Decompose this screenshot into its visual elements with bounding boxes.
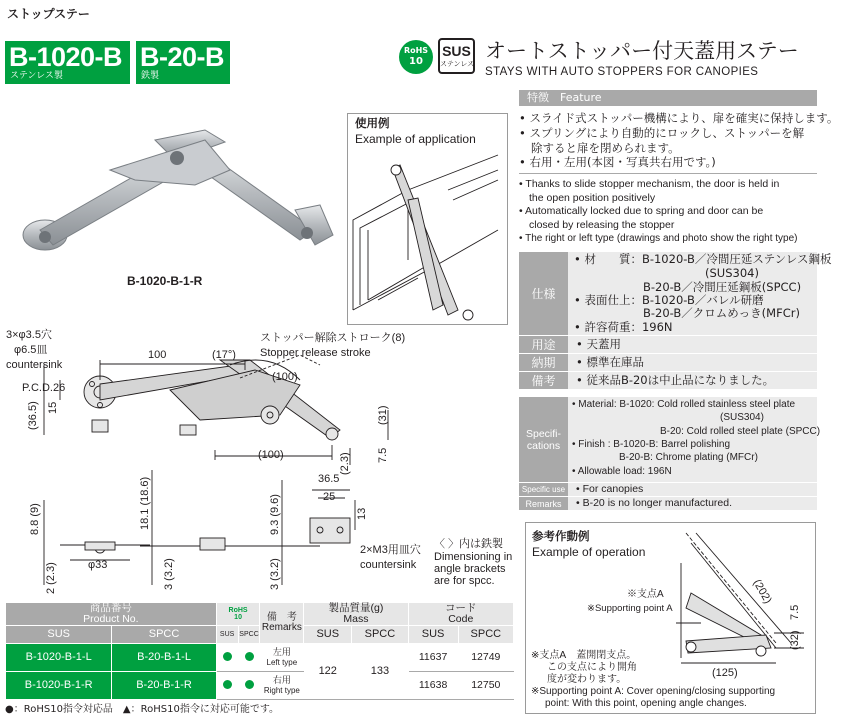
spec-material-en-2: (SUS304) [720,412,764,423]
spec-label-en-2: cations [526,439,561,452]
dim-15: 15 [47,401,59,414]
rohs-dot-icon [223,680,232,689]
cell-spcc-r: B-20-B-1-R [112,672,216,700]
dim-2-3a: (2.3) [339,452,351,475]
photo-caption: B-1020-B-1-R [127,274,203,288]
feature-jp-2: • スプリングにより自動的にロックし、ストッパーを解 [519,126,805,140]
spec-material-jp-3: B-20-B／冷間圧延鋼板(SPCC) [643,280,802,294]
remarks-l-en: Left type [266,657,298,667]
op-note-jp-2: この支点により開角 [547,662,637,673]
spec-label-remarks: 備考 [519,372,568,389]
dim-release-jp: ストッパー解除ストローク(8) [260,332,406,344]
th-mass [304,603,408,626]
spec-remarks-en: • B-20 is no longer manufactured. [568,497,817,510]
application-drawing [348,150,507,324]
feature-bar: 特徴 Feature [519,90,817,106]
dim-3-2a: 3 (3.2) [163,558,175,590]
op-dim-7-5: 7.5 [789,604,801,620]
dim-countersink-en: countersink [6,359,63,371]
th-product [6,603,217,626]
th-rohs-bottom: 10 [234,614,242,622]
product-code-2: B-20-B [140,42,225,72]
th-remarks-jp: 備 考 [266,611,297,623]
spec-finish-jp-1: • 表面仕上：B-1020-B／バレル研磨 [574,293,764,307]
dim-36-5b: 36.5 [318,473,340,485]
op-note-en-1: ※Supporting point A: Cover opening/closing supporting [531,686,776,697]
th-remarks [260,603,304,644]
spec-material-en-1: • Material: B-1020: Cold rolled stainless steel plate [572,399,796,410]
operation-title-en: Example of operation [532,545,646,559]
sus-badge-top: SUS [442,43,471,59]
feature-jp-3: 除すると扉を閉められます。 [531,141,680,155]
rohs-badge-bottom: 10 [409,56,423,67]
application-title-en: Example of application [355,132,476,146]
op-dim-32: (32) [789,630,801,650]
rohs-dot-icon [223,652,232,661]
th-mass-sus: SUS [304,626,352,644]
spec-label-shiyo: 仕様 [519,252,568,335]
dim-m3-jp: 2×M3用皿穴 [360,544,421,556]
spec-finish-en-1: • Finish : B-1020-B: Barrel polishing [572,439,731,450]
table-row [6,644,514,672]
note-spcc-en-3: are for spcc. [434,575,495,587]
th-sus: SUS [6,626,112,644]
spec-label-use: 用途 [519,336,568,353]
spec-remarks-jp: • 従来品B-20は中止品になりました。 [568,372,817,389]
dim-3-2b: 3 (3.2) [269,558,281,590]
dim-36-5: (36.5) [27,401,39,430]
th-product-en: Product No. [83,613,139,626]
spec-label-en-1: Specifi- [525,427,561,440]
cell-remarks-l [260,644,304,672]
spec-label-remarks-en: Remarks [519,497,568,510]
feature-en-3: • Automatically locked due to spring and door can be [519,205,764,217]
product-code-2-material: 鉄製 [141,71,160,81]
feature-en-1: • Thanks to slide stopper mechanism, the door is held in [519,178,780,190]
dim-100a: (100) [272,371,298,383]
product-code-1-material: ステンレス製 [10,71,63,81]
cell-sus-l: B-1020-B-1-L [6,644,112,672]
remarks-r-jp: 右用 [272,675,291,686]
sus-badge-icon [438,38,475,74]
product-code-box-2 [136,41,230,84]
th-rohs-top: RoHS [228,606,248,614]
remarks-l-jp: 左用 [272,647,291,658]
sus-badge-bottom: ステンレス [440,60,475,68]
cell-spcc-l: B-20-B-1-L [112,644,216,672]
spec-load-jp: • 許容荷重：196N [574,320,673,334]
feature-en-4: closed by releasing the stopper [529,219,675,231]
page-title-en: STAYS WITH AUTO STOPPERS FOR CANOPIES [485,66,759,78]
cell-remarks-r [260,672,304,700]
spec-use-jp: • 天蓋用 [568,336,817,353]
spec-label-use-en: Specific use [519,483,568,496]
th-code-sus: SUS [408,626,458,644]
th-mass-spcc: SPCC [352,626,408,644]
cell-code-spcc-r: 12750 [458,672,513,700]
op-dim-125: (125) [712,667,738,679]
feature-divider [519,173,817,174]
feature-jp-4: • 右用・左用(本図・写真共右用です。) [519,155,716,169]
spec-delivery-jp: • 標準在庫品 [568,354,817,371]
spec-material-jp-1: • 材 質：B-1020-B／冷間圧延ステンレス鋼板 [574,252,832,266]
operation-title-jp: 参考作動例 [532,529,590,543]
cell-code-sus-l: 11637 [408,644,458,672]
th-rohs [216,603,260,626]
cell-sus-r: B-1020-B-1-R [6,672,112,700]
op-note-jp-1: ※支点A 蓋開閉支点。 [531,650,637,661]
dim-9-3: 9.3 (9.6) [269,494,281,535]
product-photo [15,120,345,270]
dim-31: (31) [377,405,389,425]
op-support-jp: ※支点A [627,589,664,600]
product-code-1: B-1020-B [9,42,123,72]
dim-8-8: 8.8 (9) [29,503,41,535]
spec-body-jp [568,252,832,335]
spec-use-en: • For canopies [568,483,817,496]
th-rohs-sus: SUS [216,626,238,644]
rohs-badge-icon [399,40,433,74]
cell-code-sus-r: 11638 [408,672,458,700]
op-support-en: ※Supporting point A [587,603,673,614]
cell-rohs-sus-l [216,644,238,672]
table-row [6,672,514,700]
spec-finish-en-2: B-20-B: Chrome plating (MFCr) [619,452,758,463]
dim-holes-jp: 3×φ3.5穴 [6,329,52,341]
rohs-dot-icon [245,652,254,661]
spec-load-en: • Allowable load: 196N [572,466,672,477]
spec-label-en [519,397,568,482]
th-rohs-spcc: SPCC [238,626,260,644]
cell-mass-spcc: 133 [352,644,408,700]
th-spcc: SPCC [112,626,216,644]
feature-jp-1: • スライド式ストッパー機構により、扉を確実に保持します。 [519,111,839,125]
spec-body-en [568,397,821,482]
th-mass-jp: 製品質量(g) [328,602,384,614]
th-code-en: Code [448,613,474,626]
dim-2-3b: 2 (2.3) [45,562,57,594]
dim-release-en: Stopper release stroke [260,347,371,359]
rohs-dot-icon [245,680,254,689]
dim-pcd: P.C.D.26 [22,382,66,394]
note-spcc-en-1: Dimensioning in [434,551,513,563]
th-code-jp: コード [445,602,477,614]
dim-countersink-dia: φ6.5皿 [14,344,48,356]
feature-en-5: • The right or left type (drawings and photo show the right type) [519,233,798,244]
spec-material-jp-2: (SUS304) [705,266,759,280]
dim-13: 13 [356,507,368,520]
dim-18-1: 18.1 (18.6) [139,476,151,530]
dim-100b: (100) [258,449,284,461]
dim-100: 100 [148,349,167,361]
table-footnote: ●：RoHS10指令対応品 ▲：RoHS10指令に対応可能です。 [5,704,280,715]
spec-material-en-3: B-20: Cold rolled steel plate (SPCC) [660,426,821,437]
rohs-badge-top: RoHS [403,46,429,55]
page-title-jp: オートストッパー付天蓋用ステー [485,39,799,63]
op-note-jp-3: 度が変わります。 [547,674,627,685]
th-remarks-en: Remarks [261,622,302,634]
cell-code-spcc-l: 12749 [458,644,513,672]
note-spcc-jp: 〈 〉内は鉄製 [434,538,504,550]
op-dim-202: (202) [750,577,774,606]
dim-7-5: 7.5 [377,447,389,463]
dim-phi-33: φ33 [88,559,108,571]
th-product-jp: 商品番号 [89,602,132,614]
th-code-spcc: SPCC [458,626,513,644]
op-note-en-2: point: With this point, opening angle changes. [545,698,747,709]
th-mass-en: Mass [343,613,369,626]
cell-rohs-sus-r [216,672,238,700]
spec-finish-jp-2: B-20-B／クロムめっき(MFCr) [643,306,800,320]
dim-17deg: (17°) [212,349,236,361]
feature-en-2: the open position positively [529,192,656,204]
dim-m3-en: countersink [360,559,417,571]
spec-label-delivery: 納期 [519,354,568,371]
product-table [5,602,514,700]
dim-25: 25 [323,491,336,503]
cell-mass-sus: 122 [304,644,352,700]
cell-rohs-spcc-r [238,672,260,700]
cell-rohs-spcc-l [238,644,260,672]
application-title-jp: 使用例 [355,116,390,130]
remarks-r-en: Right type [263,685,300,695]
category-label: ストップステー [7,7,90,21]
th-code [408,603,513,626]
note-spcc-en-2: angle brackets [434,563,506,575]
product-code-box-1 [5,41,130,84]
